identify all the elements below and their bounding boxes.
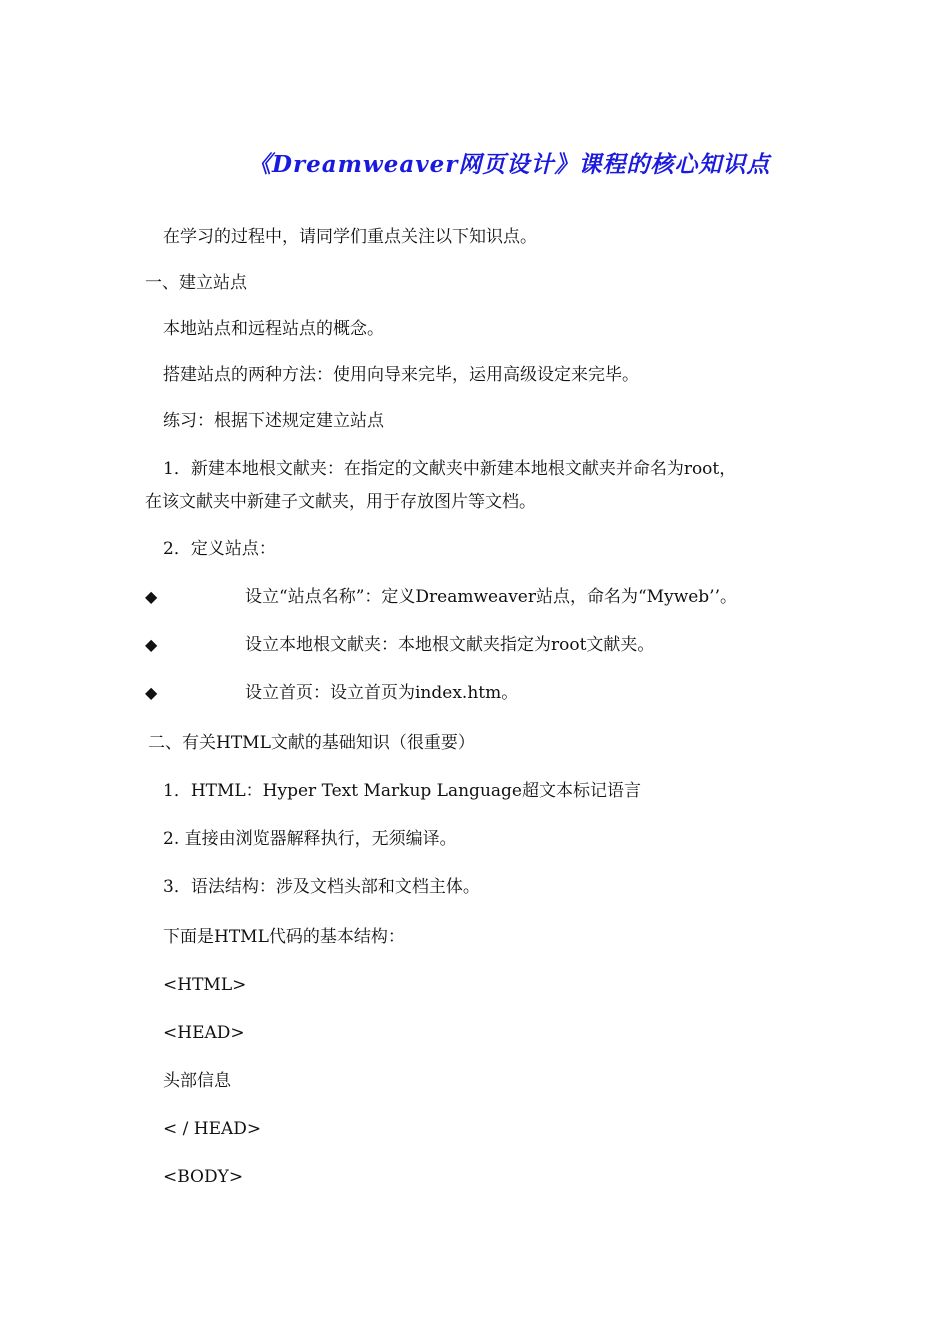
bullet-text: 设立“站点名称”：定义Dreamweaver站点，命名为“Myweb’’。 bbox=[245, 587, 737, 607]
code-line-head-close: < / HEAD> bbox=[163, 1119, 262, 1139]
document-title: 《Dreamweaver网页设计》课程的核心知识点 bbox=[248, 151, 771, 178]
section-heading-2: 二、有关HTML文献的基础知识（很重要） bbox=[148, 733, 475, 753]
paragraph-code-intro: 下面是HTML代码的基本结构： bbox=[163, 927, 405, 947]
bullet-text: 设立本地根文献夹：本地根文献夹指定为root文献夹。 bbox=[245, 635, 655, 655]
code-line-html: <HTML> bbox=[163, 975, 247, 995]
diamond-bullet-icon: ◆ bbox=[145, 683, 158, 702]
intro-paragraph: 在学习的过程中，请同学们重点关注以下知识点。 bbox=[163, 227, 537, 247]
paragraph-site-concept: 本地站点和远程站点的概念。 bbox=[163, 319, 384, 339]
step-2: 2．定义站点： bbox=[163, 539, 276, 559]
bullet-item bbox=[145, 586, 737, 608]
bullet-item bbox=[145, 634, 654, 656]
step-1-line-2: 在该文献夹中新建子文献夹，用于存放图片等文档。 bbox=[145, 492, 536, 512]
code-line-head-info: 头部信息 bbox=[163, 1071, 231, 1091]
paragraph-html-definition: 1．HTML：Hyper Text Markup Language超文本标记语言 bbox=[163, 781, 641, 801]
paragraph-site-methods: 搭建站点的两种方法：使用向导来完毕，运用高级设定来完毕。 bbox=[163, 365, 639, 385]
step-1-line-1: 1．新建本地根文献夹：在指定的文献夹中新建本地根文献夹并命名为root， bbox=[163, 459, 737, 479]
code-line-body: <BODY> bbox=[163, 1167, 244, 1187]
section-heading-1: 一、建立站点 bbox=[145, 273, 247, 293]
code-line-head: <HEAD> bbox=[163, 1023, 245, 1043]
bullet-item bbox=[145, 682, 518, 704]
paragraph-browser-interpret: 2. 直接由浏览器解释执行，无须编译。 bbox=[163, 829, 457, 849]
paragraph-syntax-structure: 3．语法结构：涉及文档头部和文档主体。 bbox=[163, 877, 480, 897]
diamond-bullet-icon: ◆ bbox=[145, 635, 158, 654]
paragraph-exercise: 练习：根据下述规定建立站点 bbox=[163, 411, 384, 431]
diamond-bullet-icon: ◆ bbox=[145, 587, 158, 606]
bullet-text: 设立首页：设立首页为index.htm。 bbox=[245, 683, 519, 703]
